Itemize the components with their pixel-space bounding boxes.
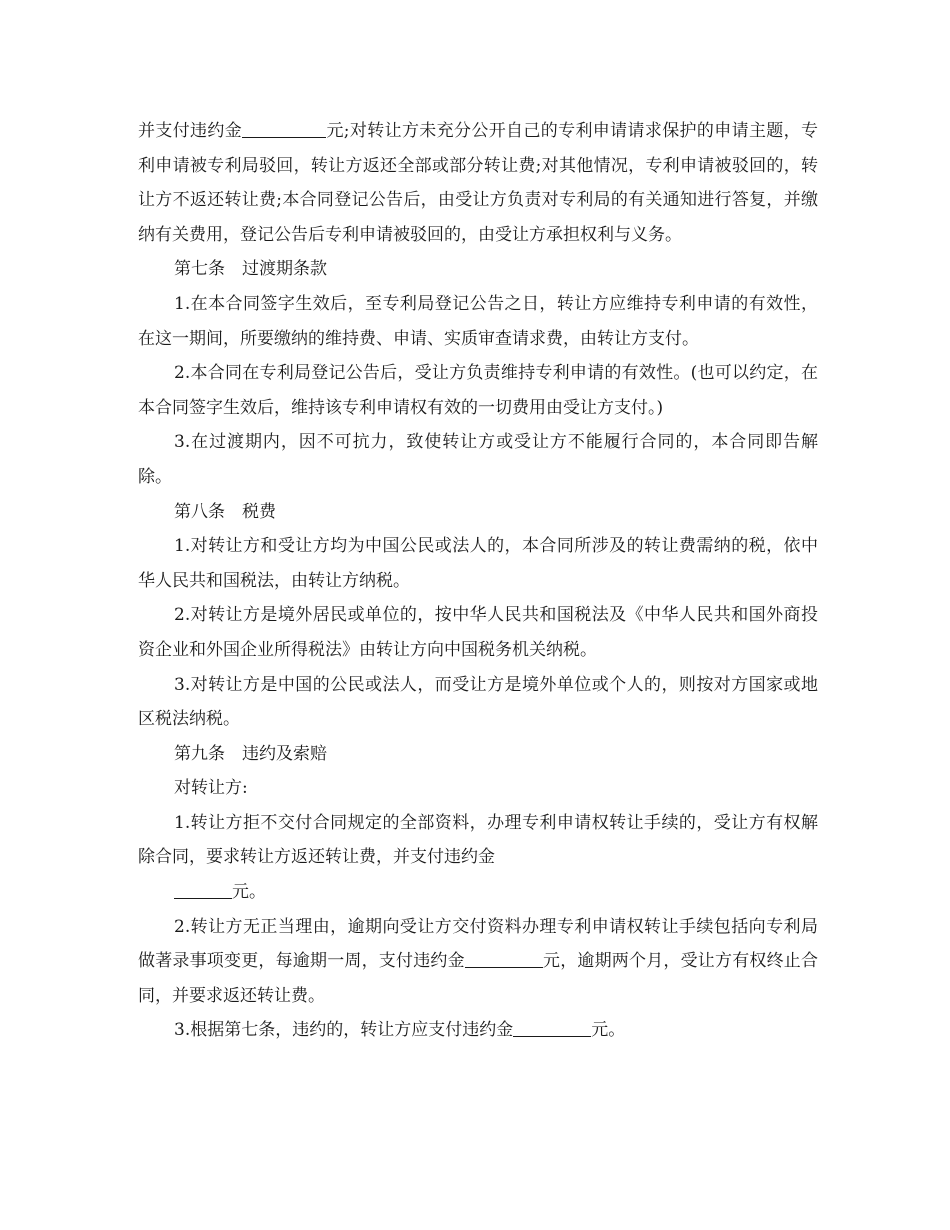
article-9-title: 第九条 违约及索赔 — [174, 743, 327, 764]
text-segment: 并支付违约金 — [138, 121, 243, 141]
article-8-clause-2: 2.对转让方是境外居民或单位的，按中华人民共和国税法及《中华人民共和国外商投资企业和外国企业所得税法》由转让方向中国税务机关纳税。 — [138, 605, 818, 660]
article-9-clause-3 — [138, 1013, 818, 1048]
clause-1-amount-line — [138, 875, 818, 910]
text-segment: 元;对转让方未充分公开自己的专利申请请求保护的申请主题，专利申请被专利局驳回，转让方返还全部或部分转让费;对其他情况，专利申请被驳回的，转让方不返还转让费;本合同登记公告后，由受让方负责对专利局的有关通知进行答复，并缴纳有关费用，登记公告后专利申请被驳回的，由受让方承担权利与义务。 — [138, 121, 818, 245]
article-9-clause-1 — [138, 806, 818, 910]
text-segment: 元。 — [232, 882, 266, 903]
blank-amount-field — [465, 949, 543, 968]
article-8-clause-1: 1.对转让方和受让方均为中国公民或法人的，本合同所涉及的转让费需纳的税，依中华人民共和国税法，由转让方纳税。 — [138, 536, 818, 591]
blank-amount-field — [242, 119, 326, 138]
document-body — [138, 114, 818, 1048]
text-segment: 元，逾期两个月，受让方有权终止合同，并要求返还转让费。 — [138, 951, 819, 1006]
article-8-title: 第八条 税费 — [174, 501, 276, 522]
blank-amount-field — [513, 1018, 591, 1037]
paragraph-penalty-continuation — [138, 114, 818, 252]
article-7-clause-1: 1.在本合同签字生效后，至专利局登记公告之日，转让方应维持专利申请的有效性，在这一期间，所要缴纳的维持费、申请、实质审查请求费，由转让方支付。 — [138, 293, 818, 349]
article-7-clause-3: 3.在过渡期内，因不可抗力，致使转让方或受让方不能履行合同的，本合同即告解除。 — [138, 432, 818, 487]
article-8-clause-3: 3.对转让方是中国的公民或法人，而受让方是境外单位或个人的，则按对方国家或地区税法纳税。 — [138, 674, 818, 730]
article-9-clause-2 — [138, 910, 818, 1014]
article-9-party-label: 对转让方: — [174, 778, 248, 799]
text-segment: 3.根据第七条，违约的，转让方应支付违约金 — [174, 1020, 514, 1041]
article-7-title: 第七条 过渡期条款 — [174, 259, 327, 280]
text-segment: 1.转让方拒不交付合同规定的全部资料，办理专利申请权转让手续的，受让方有权解除合同，要求转让方返还转让费，并支付违约金 — [138, 812, 818, 868]
blank-amount-field — [174, 880, 232, 899]
article-7-clause-2: 2.本合同在专利局登记公告后，受让方负责维持专利申请的有效性。(也可以约定，在本合同签字生效后，维持该专利申请权有效的一切费用由受让方支付。) — [138, 363, 818, 418]
text-segment: 元。 — [591, 1020, 626, 1041]
text-segment: 2.转让方无正当理由，逾期向受让方交付资料办理专利申请权转让手续包括向专利局做著录事项变更，每逾期一周，支付违约金 — [138, 916, 818, 972]
